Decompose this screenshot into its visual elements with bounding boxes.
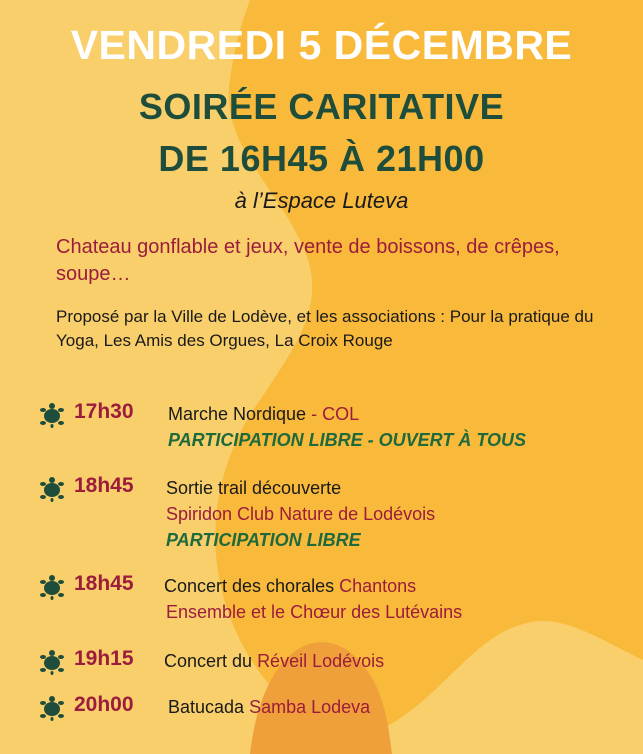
schedule-organizer: - COL (306, 404, 360, 424)
schedule-time: 17h30 (74, 400, 134, 423)
schedule-title: Batucada (168, 697, 250, 717)
schedule-time: 19h15 (74, 647, 134, 670)
event-time-range: DE 16H45 À 21H00 (158, 138, 485, 179)
schedule-organizer-line2: Ensemble et le Chœur des Lutévains (166, 602, 463, 622)
schedule-time: 18h45 (74, 474, 134, 497)
day-title: VENDREDI 5 DÉCEMBRE (70, 22, 573, 68)
schedule-note: PARTICIPATION LIBRE (166, 530, 361, 550)
organizers-text: Proposé par la Ville de Lodève, et les associations : Pour la pratique du Yoga, Les Amis des Orgues, La Croix Rouge (56, 307, 594, 350)
schedule-organizer: Samba Lodeva (249, 697, 371, 717)
turtle-icon (38, 476, 66, 502)
schedule-title: Concert des chorales (164, 576, 340, 596)
schedule-title: Marche Nordique (168, 404, 307, 424)
schedule-note: PARTICIPATION LIBRE - OUVERT À TOUS (168, 430, 527, 450)
turtle-icon (38, 649, 66, 675)
turtle-icon (38, 574, 66, 600)
schedule-organizer: Réveil Lodévois (257, 651, 385, 671)
schedule-time: 18h45 (74, 572, 134, 595)
schedule-title: Concert du (164, 651, 258, 671)
schedule-title: Sortie trail découverte (166, 478, 342, 498)
schedule-time: 20h00 (74, 693, 134, 716)
schedule-organizer: Chantons (339, 576, 417, 596)
event-title-line1: SOIRÉE CARITATIVE (138, 86, 505, 127)
activities-text: Chateau gonflable et jeux, vente de boissons, de crêpes, soupe… (56, 236, 560, 285)
venue: à l’Espace Luteva (234, 188, 409, 213)
turtle-icon (38, 402, 66, 428)
schedule-organizer: Spiridon Club Nature de Lodévois (166, 504, 436, 524)
turtle-icon (38, 695, 66, 721)
